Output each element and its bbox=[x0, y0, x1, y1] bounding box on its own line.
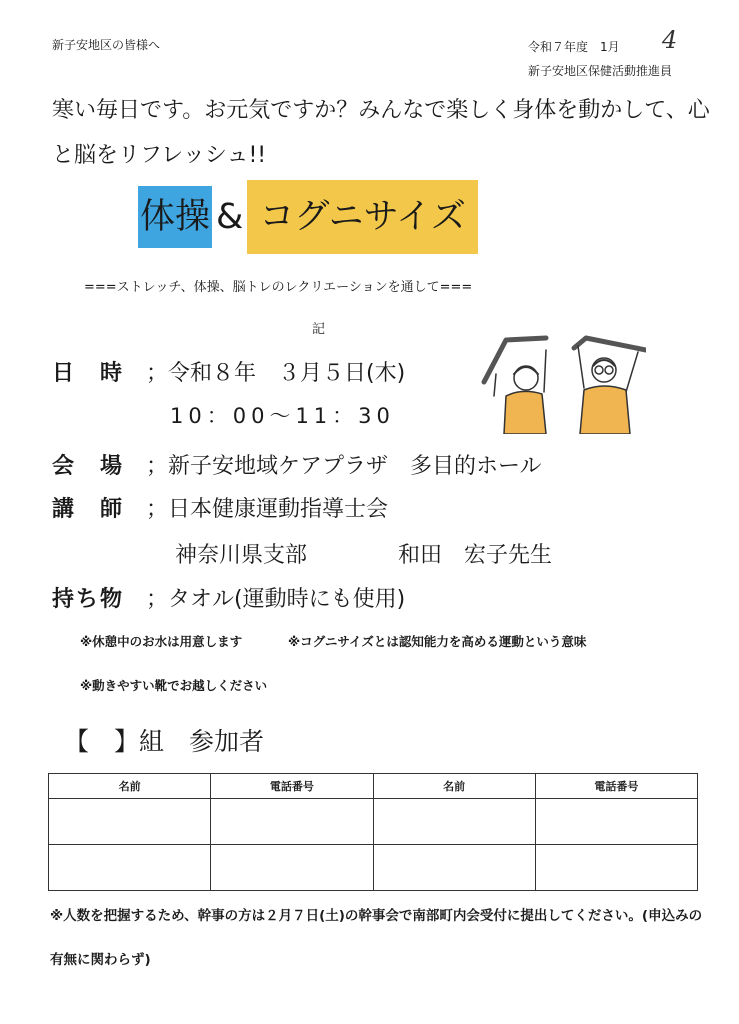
table-row bbox=[49, 799, 698, 845]
phone-cell[interactable] bbox=[535, 799, 697, 845]
datetime-label: 日 時 bbox=[52, 361, 125, 386]
header-name-2: 名前 bbox=[373, 774, 535, 799]
header-name-1: 名前 bbox=[49, 774, 211, 799]
participant-table bbox=[48, 773, 698, 891]
phone-cell[interactable] bbox=[211, 845, 373, 891]
issue-date: 令和７年度 1月 bbox=[528, 40, 620, 54]
title-part-exercise: 体操 bbox=[138, 186, 212, 248]
submission-instructions: ※人数を把握するため、幹事の方は２月７日(土)の幹事会で南部町内会受付に提出してください。(申込みの有無に関わらず) bbox=[50, 908, 703, 968]
instructor-label: 講 師 bbox=[52, 497, 125, 522]
addressee: 新子安地区の皆様へ bbox=[52, 38, 161, 52]
note-cognicise: ※コグニサイズとは認知能力を高める運動という意味 bbox=[288, 634, 587, 649]
header-phone-2: 電話番号 bbox=[535, 774, 697, 799]
ki-heading: 記 bbox=[312, 322, 326, 337]
instructor-branch: 神奈川県支部 bbox=[175, 543, 308, 568]
organization: 新子安地区保健活動推進員 bbox=[528, 64, 673, 78]
items-label: 持ち物 bbox=[52, 587, 125, 612]
instructor-value: ；日本健康運動指導士会 bbox=[146, 497, 389, 522]
exercising-people-illustration bbox=[466, 330, 646, 434]
instructor-name: 和田 宏子先生 bbox=[398, 543, 553, 568]
group-participants-heading: 【 】組 参加者 bbox=[64, 727, 265, 756]
handwritten-page-number: 4 bbox=[662, 26, 678, 54]
venue-value: ；新子安地域ケアプラザ 多目的ホール bbox=[146, 454, 542, 479]
items-value: ；タオル(運動時にも使用) bbox=[146, 587, 406, 612]
datetime-value: ；令和８年 ３月５日(木) bbox=[146, 361, 406, 386]
table-header-row bbox=[49, 774, 698, 799]
subtitle: ===ストレッチ、体操、脳トレのレクリエーションを通して=== bbox=[84, 280, 473, 295]
phone-cell[interactable] bbox=[211, 799, 373, 845]
venue-label: 会 場 bbox=[52, 454, 125, 479]
note-shoes: ※動きやすい靴でお越しください bbox=[80, 678, 268, 693]
table-row bbox=[49, 845, 698, 891]
name-cell[interactable] bbox=[49, 845, 211, 891]
event-title bbox=[138, 180, 478, 254]
title-part-cognicise: コグニサイズ bbox=[247, 180, 478, 254]
header-phone-1: 電話番号 bbox=[211, 774, 373, 799]
intro-text: 寒い毎日です。お元気ですか？みんなで楽しく身体を動かして、心と脳をリフレッシュ!! bbox=[52, 98, 710, 168]
name-cell[interactable] bbox=[49, 799, 211, 845]
phone-cell[interactable] bbox=[535, 845, 697, 891]
title-ampersand: & bbox=[216, 197, 244, 237]
name-cell[interactable] bbox=[373, 845, 535, 891]
note-water: ※休憩中のお水は用意します bbox=[80, 634, 243, 649]
time-value: 10：00～11：30 bbox=[170, 404, 395, 428]
name-cell[interactable] bbox=[373, 799, 535, 845]
